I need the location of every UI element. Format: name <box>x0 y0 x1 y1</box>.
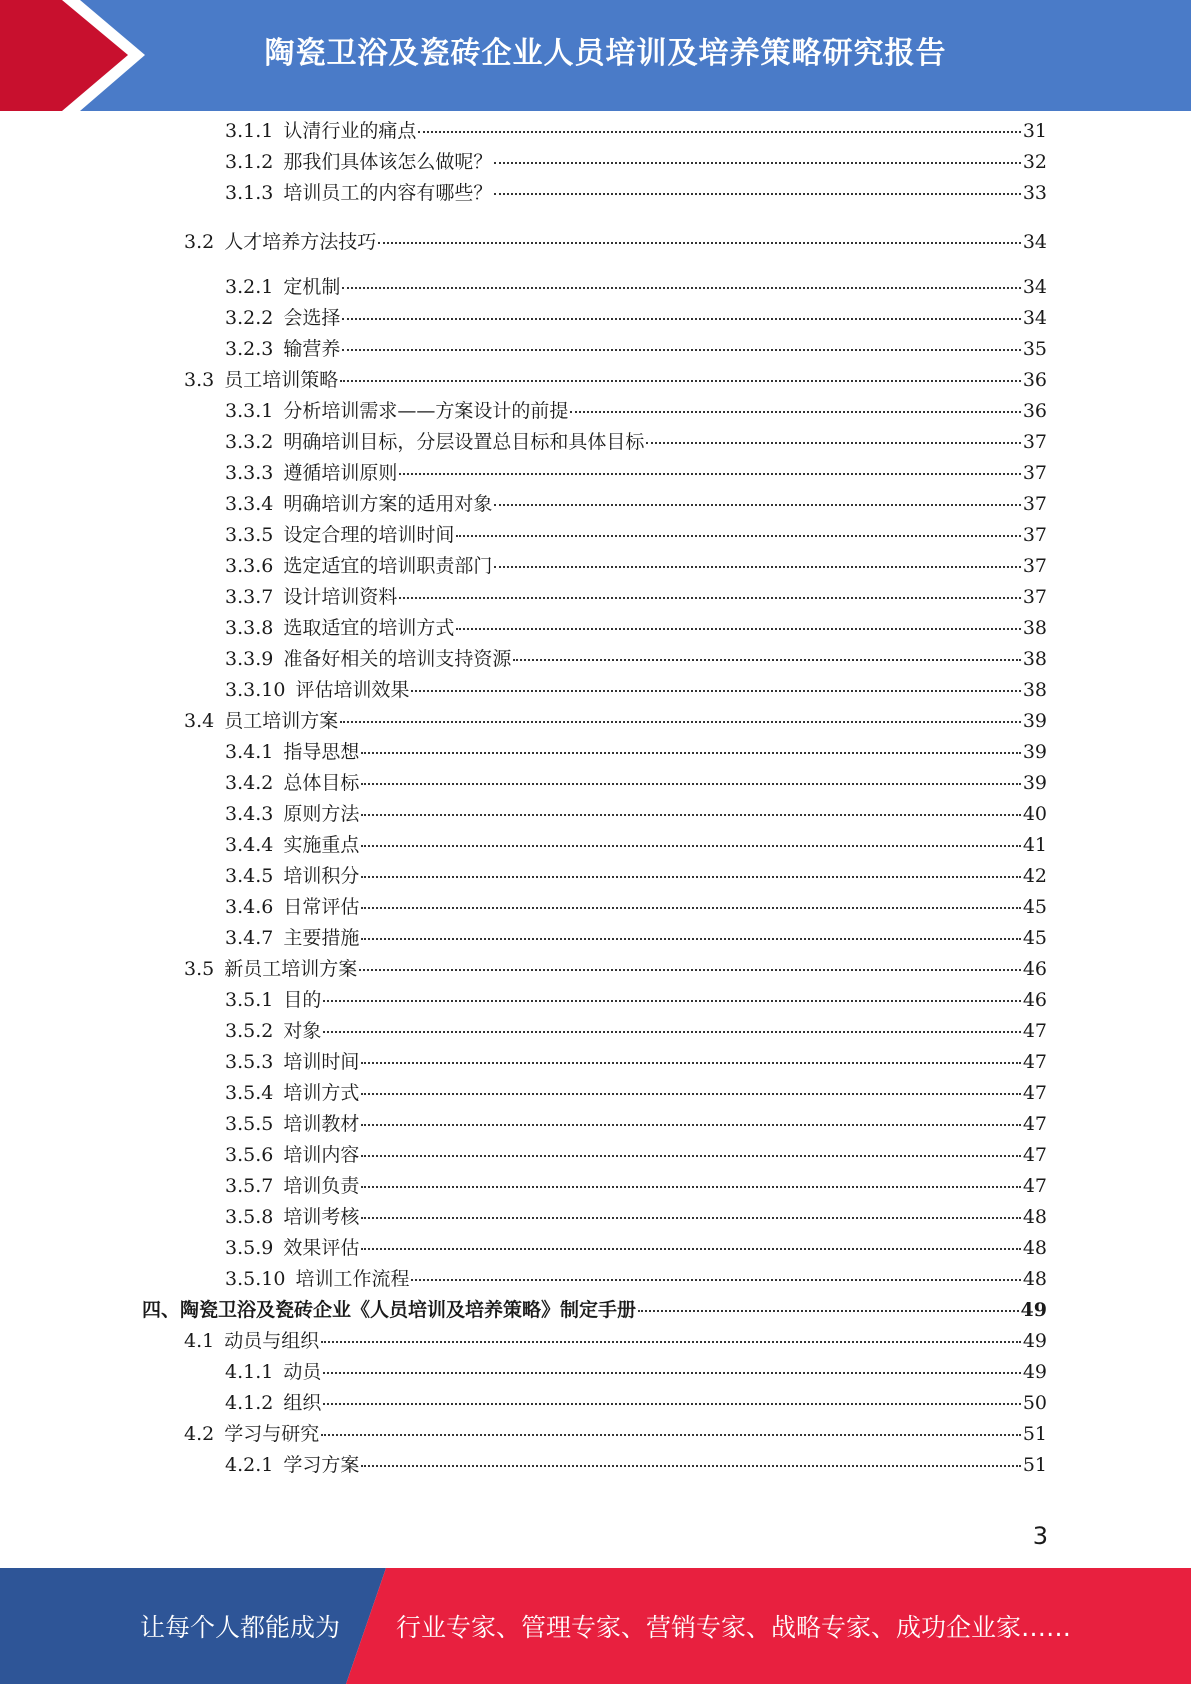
toc-entry-page: 51 <box>1022 1423 1047 1445</box>
toc-entry-page: 50 <box>1022 1392 1047 1414</box>
toc-entry-title: 组织 <box>283 1392 322 1414</box>
toc-entry[interactable] <box>225 461 1047 485</box>
toc-entry-page: 37 <box>1022 524 1047 546</box>
toc-entry-number: 3.5.8 <box>225 1206 274 1228</box>
toc-entry-page: 47 <box>1022 1113 1047 1135</box>
toc-entry-page: 49 <box>1020 1299 1047 1321</box>
toc-entry[interactable] <box>225 1112 1047 1136</box>
toc-entry-number: 3.4.4 <box>225 834 274 856</box>
toc-entry-page: 41 <box>1022 834 1047 856</box>
toc-entry-number: 3.3 <box>184 369 215 391</box>
toc-dot-leader <box>570 411 1020 413</box>
toc-entry-title: 培训教材 <box>283 1113 360 1135</box>
toc-entry[interactable] <box>225 895 1047 919</box>
toc-entry-number: 3.4.1 <box>225 741 274 763</box>
toc-dot-leader <box>361 1248 1020 1250</box>
toc-entry[interactable] <box>225 1453 1047 1477</box>
toc-entry-number: 3.2.2 <box>225 307 274 329</box>
toc-entry[interactable] <box>225 771 1047 795</box>
toc-entry-page: 37 <box>1022 431 1047 453</box>
toc-entry[interactable] <box>225 926 1047 950</box>
toc-dot-leader <box>361 845 1020 847</box>
toc-entry-title: 学习与研究 <box>224 1423 320 1445</box>
toc-entry-page: 40 <box>1022 803 1047 825</box>
toc-entry-page: 37 <box>1022 555 1047 577</box>
toc-entry-title: 主要措施 <box>283 927 360 949</box>
toc-entry-title: 设计培训资料 <box>283 586 398 608</box>
toc-dot-leader <box>378 242 1021 244</box>
toc-dot-leader <box>321 1341 1021 1343</box>
toc-entry-number: 3.3.7 <box>225 586 274 608</box>
toc-dot-leader <box>418 131 1020 133</box>
toc-entry-page: 34 <box>1022 231 1047 253</box>
toc-entry-page: 45 <box>1022 896 1047 918</box>
toc-entry-title: 明确培训方案的适用对象 <box>283 493 493 515</box>
toc-entry-number: 3.2.1 <box>225 276 274 298</box>
toc-entry-number: 4.2 <box>184 1423 215 1445</box>
toc-entry-page: 38 <box>1022 679 1047 701</box>
toc-entry[interactable] <box>225 1267 1047 1291</box>
toc-entry-title: 培训积分 <box>283 865 360 887</box>
toc-entry-page: 39 <box>1022 741 1047 763</box>
toc-dot-leader <box>361 907 1020 909</box>
toc-entry-title: 遵循培训原则 <box>283 462 398 484</box>
toc-entry-page: 34 <box>1022 307 1047 329</box>
toc-entry[interactable] <box>225 1360 1047 1384</box>
toc-entry-page: 47 <box>1022 1082 1047 1104</box>
toc-entry[interactable] <box>184 957 1047 981</box>
toc-entry-title: 明确培训目标，分层设置总目标和具体目标 <box>283 431 645 453</box>
toc-entry-number: 3.3.3 <box>225 462 274 484</box>
toc-entry-number: 3.2 <box>184 231 215 253</box>
toc-dot-leader <box>323 1031 1020 1033</box>
toc-entry[interactable] <box>225 802 1047 826</box>
toc-dot-leader <box>323 1000 1020 1002</box>
toc-entry-number: 3.3.5 <box>225 524 274 546</box>
toc-dot-leader <box>411 690 1020 692</box>
toc-entry-title: 实施重点 <box>283 834 360 856</box>
toc-entry-title: 指导思想 <box>283 741 360 763</box>
toc-entry[interactable] <box>225 647 1047 671</box>
toc-dot-leader <box>361 1155 1020 1157</box>
toc-dot-leader <box>399 597 1020 599</box>
footer-slogan-roles: 行业专家、管理专家、营销专家、战略专家、成功企业家…… <box>396 1613 1072 1642</box>
toc-dot-leader <box>456 535 1020 537</box>
page-footer <box>0 1568 1191 1684</box>
toc-entry[interactable] <box>225 988 1047 1012</box>
toc-entry[interactable] <box>225 275 1047 299</box>
toc-entry-page: 48 <box>1022 1237 1047 1259</box>
toc-entry-title: 定机制 <box>283 276 341 298</box>
toc-entry-page: 47 <box>1022 1144 1047 1166</box>
toc-entry-page: 49 <box>1022 1361 1047 1383</box>
toc-entry-title: 员工培训策略 <box>224 369 339 391</box>
toc-dot-leader <box>321 1434 1021 1436</box>
toc-entry[interactable] <box>225 306 1047 330</box>
toc-entry[interactable] <box>225 181 1047 205</box>
toc-entry-title: 四、陶瓷卫浴及瓷砖企业《人员培训及培养策略》制定手册 <box>142 1299 637 1321</box>
toc-entry-number: 3.5.10 <box>225 1268 286 1290</box>
toc-entry[interactable] <box>225 1391 1047 1415</box>
toc-entry-number: 3.4.5 <box>225 865 274 887</box>
toc-entry-page: 48 <box>1022 1206 1047 1228</box>
toc-entry-page: 31 <box>1022 120 1047 142</box>
toc-entry-title: 对象 <box>283 1020 322 1042</box>
toc-entry[interactable] <box>225 1081 1047 1105</box>
toc-dot-leader <box>361 1093 1020 1095</box>
toc-entry-page: 35 <box>1022 338 1047 360</box>
toc-entry-title: 那我们具体该怎么做呢？ <box>283 151 493 173</box>
toc-dot-leader <box>456 628 1020 630</box>
toc-entry-number: 3.5.1 <box>225 989 274 1011</box>
page-number: 3 <box>1032 1522 1048 1550</box>
toc-entry-title: 培训内容 <box>283 1144 360 1166</box>
toc-entry-number: 3.2.3 <box>225 338 274 360</box>
toc-entry[interactable] <box>184 368 1047 392</box>
toc-dot-leader <box>323 1372 1020 1374</box>
toc-entry[interactable] <box>225 833 1047 857</box>
toc-dot-leader <box>361 876 1020 878</box>
toc-entry[interactable] <box>225 492 1047 516</box>
toc-entry-page: 36 <box>1022 400 1047 422</box>
toc-entry-number: 3.4.6 <box>225 896 274 918</box>
toc-entry-page: 42 <box>1022 865 1047 887</box>
toc-entry-page: 49 <box>1022 1330 1047 1352</box>
toc-entry[interactable] <box>225 1143 1047 1167</box>
toc-entry[interactable] <box>225 1236 1047 1260</box>
toc-entry-number: 3.4.2 <box>225 772 274 794</box>
toc-dot-leader <box>399 473 1020 475</box>
toc-dot-leader <box>494 504 1020 506</box>
toc-entry-number: 3.3.8 <box>225 617 274 639</box>
toc-dot-leader <box>494 162 1020 164</box>
toc-entry-page: 45 <box>1022 927 1047 949</box>
toc-entry-number: 3.3.9 <box>225 648 274 670</box>
toc-dot-leader <box>340 380 1021 382</box>
toc-entry[interactable] <box>225 1205 1047 1229</box>
footer-slogan-lead: 让每个人都能成为 <box>140 1613 341 1642</box>
toc-entry-page: 47 <box>1022 1020 1047 1042</box>
toc-entry-title: 原则方法 <box>283 803 360 825</box>
toc-entry[interactable] <box>225 616 1047 640</box>
toc-entry-title: 培训员工的内容有哪些？ <box>283 182 493 204</box>
report-title: 陶瓷卫浴及瓷砖企业人员培训及培养策略研究报告 <box>264 36 947 71</box>
toc-entry-number: 3.4 <box>184 710 215 732</box>
toc-entry-page: 39 <box>1022 772 1047 794</box>
toc-dot-leader <box>411 1279 1020 1281</box>
toc-entry[interactable] <box>225 150 1047 174</box>
toc-entry-page: 37 <box>1022 462 1047 484</box>
toc-entry[interactable] <box>225 554 1047 578</box>
toc-entry[interactable] <box>225 864 1047 888</box>
toc-entry-title: 员工培训方案 <box>224 710 339 732</box>
toc-entry-number: 4.1 <box>184 1330 215 1352</box>
toc-dot-leader <box>342 349 1020 351</box>
toc-entry-title: 动员与组织 <box>224 1330 320 1352</box>
toc-entry-number: 3.3.2 <box>225 431 274 453</box>
toc-entry-title: 培训考核 <box>283 1206 360 1228</box>
toc-entry-page: 48 <box>1022 1268 1047 1290</box>
toc-entry-number: 3.5.2 <box>225 1020 274 1042</box>
toc-entry-number: 3.3.6 <box>225 555 274 577</box>
toc-entry-title: 总体目标 <box>283 772 360 794</box>
toc-entry-title: 培训时间 <box>283 1051 360 1073</box>
toc-entry[interactable] <box>225 1019 1047 1043</box>
toc-entry[interactable] <box>142 1298 1047 1322</box>
toc-entry-title: 培训方式 <box>283 1082 360 1104</box>
toc-entry-number: 4.2.1 <box>225 1454 274 1476</box>
toc-entry[interactable] <box>225 430 1047 454</box>
toc-entry[interactable] <box>225 1174 1047 1198</box>
toc-dot-leader <box>494 566 1020 568</box>
toc-entry-number: 3.5.5 <box>225 1113 274 1135</box>
toc-entry-page: 46 <box>1022 958 1047 980</box>
toc-entry-number: 3.3.1 <box>225 400 274 422</box>
toc-dot-leader <box>646 442 1020 444</box>
toc-entry-number: 3.3.4 <box>225 493 274 515</box>
toc-entry-page: 33 <box>1022 182 1047 204</box>
toc-entry-title: 准备好相关的培训支持资源 <box>283 648 512 670</box>
toc-entry-title: 培训负责 <box>283 1175 360 1197</box>
toc-entry-page: 47 <box>1022 1175 1047 1197</box>
toc-entry-page: 38 <box>1022 617 1047 639</box>
toc-entry-title: 学习方案 <box>283 1454 360 1476</box>
toc-dot-leader <box>361 1062 1020 1064</box>
toc-dot-leader <box>513 659 1020 661</box>
toc-entry-title: 新员工培训方案 <box>224 958 358 980</box>
toc-entry-page: 37 <box>1022 586 1047 608</box>
toc-entry-number: 3.5.6 <box>225 1144 274 1166</box>
toc-dot-leader <box>342 287 1020 289</box>
toc-entry-title: 人才培养方法技巧 <box>224 231 377 253</box>
toc-entry-number: 3.3.10 <box>225 679 286 701</box>
toc-entry-title: 效果评估 <box>283 1237 360 1259</box>
toc-entry-number: 3.1.2 <box>225 151 274 173</box>
toc-dot-leader <box>638 1310 1019 1312</box>
page-header <box>0 0 1191 111</box>
toc-dot-leader <box>340 721 1021 723</box>
toc-entry-number: 3.1.3 <box>225 182 274 204</box>
toc-entry-page: 38 <box>1022 648 1047 670</box>
toc-entry-page: 34 <box>1022 276 1047 298</box>
toc-dot-leader <box>361 1217 1020 1219</box>
toc-entry-number: 4.1.1 <box>225 1361 274 1383</box>
toc-entry-page: 51 <box>1022 1454 1047 1476</box>
toc-entry-number: 3.4.3 <box>225 803 274 825</box>
toc-entry-page: 32 <box>1022 151 1047 173</box>
toc-entry[interactable] <box>225 337 1047 361</box>
toc-dot-leader <box>323 1403 1020 1405</box>
toc-entry-title: 动员 <box>283 1361 322 1383</box>
toc-entry-title: 选取适宜的培训方式 <box>283 617 455 639</box>
toc-entry-title: 评估培训效果 <box>295 679 410 701</box>
toc-entry[interactable] <box>225 1050 1047 1074</box>
toc-entry[interactable] <box>225 399 1047 423</box>
toc-dot-leader <box>361 1124 1020 1126</box>
toc-entry[interactable] <box>184 1422 1047 1446</box>
toc-dot-leader <box>494 193 1020 195</box>
toc-entry[interactable] <box>184 230 1047 254</box>
toc-entry[interactable] <box>184 1329 1047 1353</box>
toc-entry-page: 37 <box>1022 493 1047 515</box>
toc-entry-number: 3.5.4 <box>225 1082 274 1104</box>
toc-dot-leader <box>361 783 1020 785</box>
toc-dot-leader <box>361 938 1020 940</box>
toc-entry-title: 认清行业的痛点 <box>283 120 417 142</box>
toc-entry[interactable] <box>225 523 1047 547</box>
toc-dot-leader <box>361 752 1020 754</box>
toc-entry[interactable] <box>225 740 1047 764</box>
toc-dot-leader <box>361 1186 1020 1188</box>
toc-entry-number: 3.4.7 <box>225 927 274 949</box>
toc-entry-title: 会选择 <box>283 307 341 329</box>
toc-dot-leader <box>359 969 1021 971</box>
toc-entry-title: 输营养 <box>283 338 341 360</box>
toc-entry-title: 培训工作流程 <box>295 1268 410 1290</box>
toc-entry-title: 选定适宜的培训职责部门 <box>283 555 493 577</box>
toc-entry-title: 分析培训需求——方案设计的前提 <box>283 400 569 422</box>
toc-entry[interactable] <box>225 678 1047 702</box>
toc-entry-title: 设定合理的培训时间 <box>283 524 455 546</box>
toc-dot-leader <box>342 318 1020 320</box>
toc-entry[interactable] <box>225 585 1047 609</box>
toc-entry-page: 36 <box>1022 369 1047 391</box>
toc-dot-leader <box>361 1465 1020 1467</box>
toc-entry[interactable] <box>225 119 1047 143</box>
toc-entry-number: 3.1.1 <box>225 120 274 142</box>
toc-entry-number: 3.5.9 <box>225 1237 274 1259</box>
toc-entry-number: 3.5.7 <box>225 1175 274 1197</box>
toc-entry-title: 目的 <box>283 989 322 1011</box>
toc-entry-number: 4.1.2 <box>225 1392 274 1414</box>
toc-entry-page: 46 <box>1022 989 1047 1011</box>
toc-entry-title: 日常评估 <box>283 896 360 918</box>
toc-entry-number: 3.5 <box>184 958 215 980</box>
toc-dot-leader <box>361 814 1020 816</box>
toc-entry[interactable] <box>184 709 1047 733</box>
toc-entry-number: 3.5.3 <box>225 1051 274 1073</box>
toc-entry-page: 47 <box>1022 1051 1047 1073</box>
toc-entry-page: 39 <box>1022 710 1047 732</box>
